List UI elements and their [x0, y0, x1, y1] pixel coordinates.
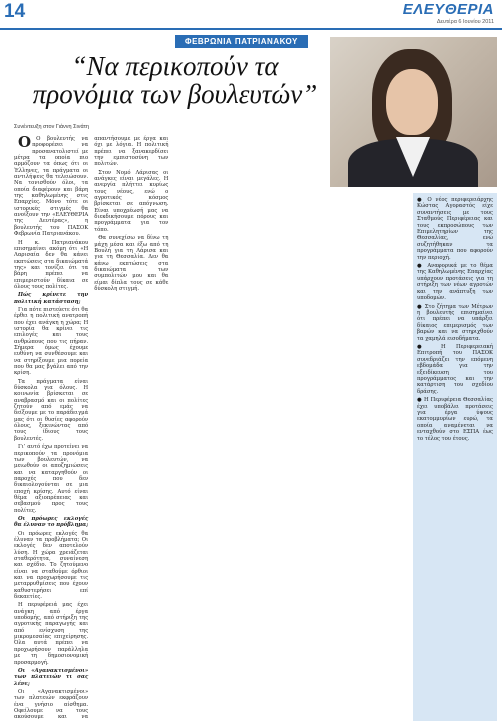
- body-paragraph: Ο Ο βουλευτής να προφορέσει να προσανατολιστεί με μέτρα τα οποία πιο αρμόζουν τα όπως ότι οι Έλληνες, τα πράγματα οι αντιλήψεις θα τελειώσουν. Να τονισθούν όλοι, τα οποία διαφέρουν και βάρη της καθηλωμένης στις Επαρχίες. Μόνο τότε οι ιστορικές στιγμές θα ανοίξουν την «ΕΛΕΥΘΕΡΙΑ της Δευτέρας», η βουλευτής του ΠΑΣΟΚ Φεβρωνία Πατριανάκου.: [14, 133, 89, 238]
- drop-cap: Ο: [18, 133, 32, 151]
- newspaper-masthead: ΕΛΕΥΘΕΡΙΑ: [402, 1, 494, 18]
- body-paragraph: Οι πρόωρες εκλογές θα έλυναν τα προβλήματα; Οι εκλογές δεν αποτελούν λύση. Η χώρα χρειάζεται σταθερότητα, συναίνεση και σχέδιο. Το ζητούμενο είναι να σταθούμε όρθιοι και να προχωρήσουμε τις μεταρρυθμίσεις που έχουν καθυστερήσει επί δεκαετίες.: [14, 530, 89, 601]
- body-paragraph: Θα συνεχίσω να δίνω τη μάχη μέσα και έξω από τη Βουλή για τη Λάρισα και για τη Θεσσαλία. Δεν θα κάνω εκπτώσεις στα δικαιώματα των συμπολιτών μου και θα είμαι δίπλα τους σε κάθε δύσκολη στιγμή.: [94, 235, 169, 292]
- body-paragraph: Γι’ αυτό έχω προτείνει να περικοπούν τα προνόμια των βουλευτών, να μειωθούν οι αποζημιώσεις και να καταργηθούν οι παροχές που δεν δικαιολογούνται σε μια εποχή κρίσης. Αυτό είναι θέμα αξιοπρέπειας και σεβασμού προς τους πολίτες.: [14, 444, 89, 514]
- interview-question: Οι «Αγανακτισμένοι» των πλατειών τι σας λένε;: [14, 667, 89, 687]
- sidebar-item: ● Η Περιφερειακή Επιτροπή του ΠΑΣΟΚ συνεδριάζει την επόμενη εβδομάδα για την εξειδίκευση του προγράμματος και την κατάρτιση του σχεδίου δράσης.: [417, 343, 493, 395]
- bullet-icon: ●: [417, 397, 425, 404]
- page-number: 14: [4, 1, 26, 22]
- body-paragraph: Στον Νομό Λάρισας οι ανάγκες είναι μεγάλες. Η ανεργία πλήττει κυρίως τους νέους, ενώ ο αγροτικός κόσμος βρίσκεται σε απόγνωση. Είναι υποχρέωσή μας να διεκδικήσουμε πόρους και προγράμματα για τον τόπο.: [94, 169, 169, 233]
- article-headline: “Να περικοπούν τα προνόμια των βουλευτών”: [32, 51, 318, 109]
- interview-credit: Συνέντευξη στον Γιάννη Σινάτη: [14, 124, 89, 130]
- author-banner: ΦΕΒΡΩΝΙΑ ΠΑΤΡΙΑΝΑΚΟΥ: [175, 35, 308, 48]
- body-paragraph: Η περιφέρειά μας έχει ανάγκη από έργα υποδομής, από στήριξη της αγροτικής παραγωγής και από ενίσχυση της μικρομεσαίας επιχείρησης. Όλα αυτά πρέπει να προχωρήσουν παράλληλα με τη δημοσιονομική προσαρμογή.: [14, 602, 89, 666]
- bullet-icon: ●: [417, 263, 428, 270]
- interview-question: Πώς κρίνετε την πολιτική κατάσταση;: [14, 292, 89, 305]
- photo-face: [386, 69, 438, 135]
- sidebar-box: [413, 193, 497, 721]
- body-paragraph: Για πότε πιστεύετε ότι θα έρθει η πολιτική ανατροπή που έχει ανάγκη η χώρα; Η ιστορία θα κρίνει τις επιλογές και τους ανθρώπους που τις πήραν. Σήμερα όμως έχουμε ευθύνη να συνθέσουμε και να στηρίξουμε μια πορεία που θα μας βγάλει από την κρίση.: [14, 306, 89, 377]
- sidebar-item: ● Ο νέος περιφερειάρχης Κώστας Αγοραστός είχε συναντήσεις με τους Σταθμούς Περιφέρειας και τους εκπροσώπους των Επιμελητηρίων της Θεσσαλίας, ενώ συζητήθηκαν τα προγράμματα που αφορούν την περιοχή.: [417, 197, 493, 261]
- bullet-icon: ●: [417, 303, 425, 310]
- bullet-icon: ●: [417, 197, 428, 203]
- bullet-icon: ●: [417, 343, 441, 350]
- sidebar-item: ● Η Περιφέρεια Θεσσαλίας έχει υποβάλει προτάσεις για έργα ύψους εκατομμυρίων ευρώ, τα οποία αναμένεται να ενταχθούν στο ΕΣΠΑ έως το τέλος του έτους.: [417, 397, 493, 442]
- article-body: [14, 133, 409, 724]
- sidebar-item: ● Αναφορικά με το θέμα της Καθηλωμένης Επαρχίας υπάρχουν προτάσεις για τη στήριξη των νέων αγροτών και την ανάπτυξη των υποδομών.: [417, 263, 493, 302]
- body-paragraph: Τα πράγματα είναι δύσκολα για όλους. Η κοινωνία βρίσκεται σε αναβρασμό και οι πολίτες ζητούν από εμάς να δείξουμε με το παράδειγμά μας ότι οι θυσίες αφορούν όλους, ξεκινώντας από τους ίδιους τους βουλευτές.: [14, 378, 89, 442]
- body-paragraph: Η κ. Πατριανάκου επισημαίνει ακόμη ότι «Η Λαρισαία δεν θα κάνει εκπτώσεις στα δικαιώματά της» και τονίζει ότι τα βάρη πρέπει να επιμεριστούν δίκαια σε όλους τους πολίτες.: [14, 239, 89, 290]
- body-paragraph: Οι «Αγανακτισμένοι» των πλατειών εκφράζουν ένα γνήσιο αίσθημα. Οφείλουμε να τους ακούσουμε και να απαντήσουμε με έργα και όχι με λόγια. Η πολιτική πρέπει να ξανακερδίσει την εμπιστοσύνη των πολιτών.: [14, 136, 169, 721]
- interview-question: Οι πρόωρες εκλογές θα έλυναν το πρόβλημα;: [14, 515, 89, 529]
- header-rule: [0, 28, 502, 30]
- sidebar-item: ● Στο ζήτημα των Μέτρων η βουλευτής επισημαίνει ότι πρέπει να υπάρξει δίκαιος επιμερισμός των βαρών και να στηριχθούν τα χαμηλά εισοδήματα.: [417, 303, 494, 342]
- issue-date: Δευτέρα 6 Ιουνίου 2011: [436, 19, 494, 25]
